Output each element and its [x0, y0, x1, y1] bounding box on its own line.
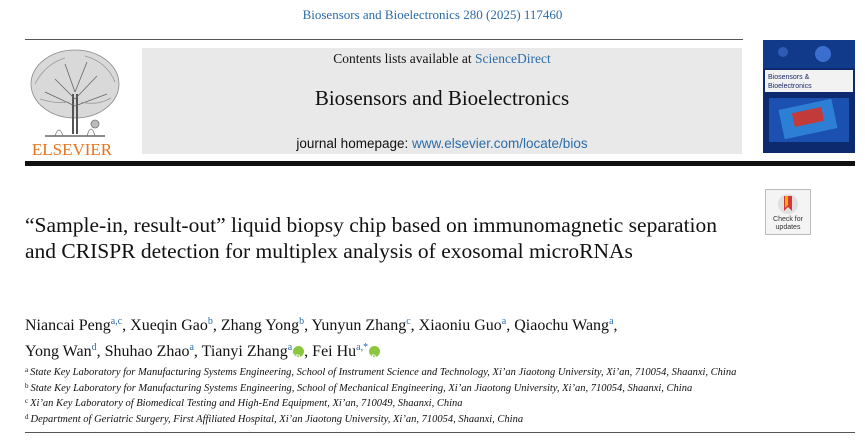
homepage-prefix: journal homepage:: [296, 136, 412, 151]
journal-header-box: [142, 48, 742, 154]
publisher-wordmark: ELSEVIER: [31, 140, 113, 158]
author-name[interactable]: Fei Hu: [312, 343, 357, 360]
check-for-updates-badge[interactable]: [765, 189, 811, 235]
sciencedirect-link[interactable]: ScienceDirect: [475, 51, 551, 66]
author-affil-ref[interactable]: a: [287, 342, 293, 353]
affiliation-item: $^a$ State Key Laboratory for Manufacturing Systems Engineering, School of Instrument Science and Technology, Xi’an Jiaotong University, Xi’an, 710054, Shaanxi, China: [25, 366, 737, 378]
author-name[interactable]: Yong Wan: [25, 343, 92, 360]
author-name[interactable]: Zhang Yong: [220, 317, 300, 334]
article-title: “Sample-in, result-out” liquid biopsy chip based on immunomagnetic separation and CRISPR detection for multiplex analysis of exosomal microRNAs: [25, 213, 718, 263]
affiliation-item: $^b$ State Key Laboratory for Manufacturing Systems Engineering, School of Mechanical Engineering, Xi’an Jiaotong University, Xi’an, 710054, Shaanxi, China: [25, 381, 693, 394]
author-name[interactable]: Tianyi Zhang: [201, 343, 288, 360]
orcid-icon[interactable]: [293, 346, 304, 357]
orcid-icon[interactable]: [369, 346, 380, 357]
contents-prefix: Contents lists available at: [333, 51, 475, 66]
cover-title-line1: Biosensors &: [768, 74, 810, 81]
author-name[interactable]: Xiaoniu Guo: [418, 317, 502, 334]
author-name[interactable]: Shuhao Zhao: [104, 343, 190, 360]
journal-cover[interactable]: [763, 40, 855, 153]
crossmark-icon: [766, 191, 810, 217]
section-rule: [25, 432, 855, 433]
crossmark-label: Check for updates: [773, 216, 803, 231]
journal-citation[interactable]: Biosensors and Bioelectronics 280 (2025) 117460: [302, 7, 563, 22]
author-name[interactable]: Niancai Peng: [25, 317, 111, 334]
author-affil-ref[interactable]: a,*: [356, 342, 369, 353]
elsevier-logo: [25, 44, 125, 158]
author-affil-ref[interactable]: c: [406, 316, 411, 327]
author-name[interactable]: Yunyun Zhang: [311, 317, 407, 334]
author-affil-ref[interactable]: a: [189, 342, 194, 353]
author-name[interactable]: Xueqin Gao: [130, 317, 208, 334]
author-affil-ref[interactable]: a,c: [110, 316, 123, 327]
affiliation-item: $^d$ Department of Geriatric Surgery, First Affiliated Hospital, Xi’an Jiaotong University, Xi’an, 710054, Shaanxi, China: [25, 412, 524, 425]
contents-availability: [142, 51, 742, 67]
header-thick-rule: [25, 161, 855, 166]
author-affil-ref[interactable]: b: [299, 316, 305, 327]
author-list: Niancai Peng$^{a,c}$, Xueqin Gao$^b$, Zhang Yong$^b$, Yunyun Zhang$^c$, Xiaoniu Guo$^a$, Qiaochu Wang$^a$, Yong Wan$^d$, Shuhao Zhao$^a$, Tianyi Zhang$^a$iD , Fei $Hu^{a,*}iD$: [25, 311, 765, 363]
journal-homepage: [142, 136, 742, 151]
author-affil-ref[interactable]: a: [609, 316, 614, 327]
tree-illustration: [31, 50, 119, 136]
author-name[interactable]: Qiaochu Wang: [514, 317, 610, 334]
homepage-link[interactable]: www.elsevier.com/locate/bios: [412, 136, 588, 151]
cover-title-line2: Bioelectronics: [768, 83, 812, 90]
author-affil-ref[interactable]: a: [501, 316, 507, 327]
author-affil-ref[interactable]: b: [207, 316, 213, 327]
author-affil-ref[interactable]: d: [91, 342, 97, 353]
header-rule: [25, 39, 743, 40]
affiliation-item: $^c$ Xi’an Key Laboratory of Biomedical Testing and High-End Equipment, Xi’an, 710049, Shaanxi, China: [25, 397, 463, 409]
affiliation-list: [25, 364, 785, 426]
journal-title: Biosensors and Bioelectronics: [314, 86, 570, 110]
